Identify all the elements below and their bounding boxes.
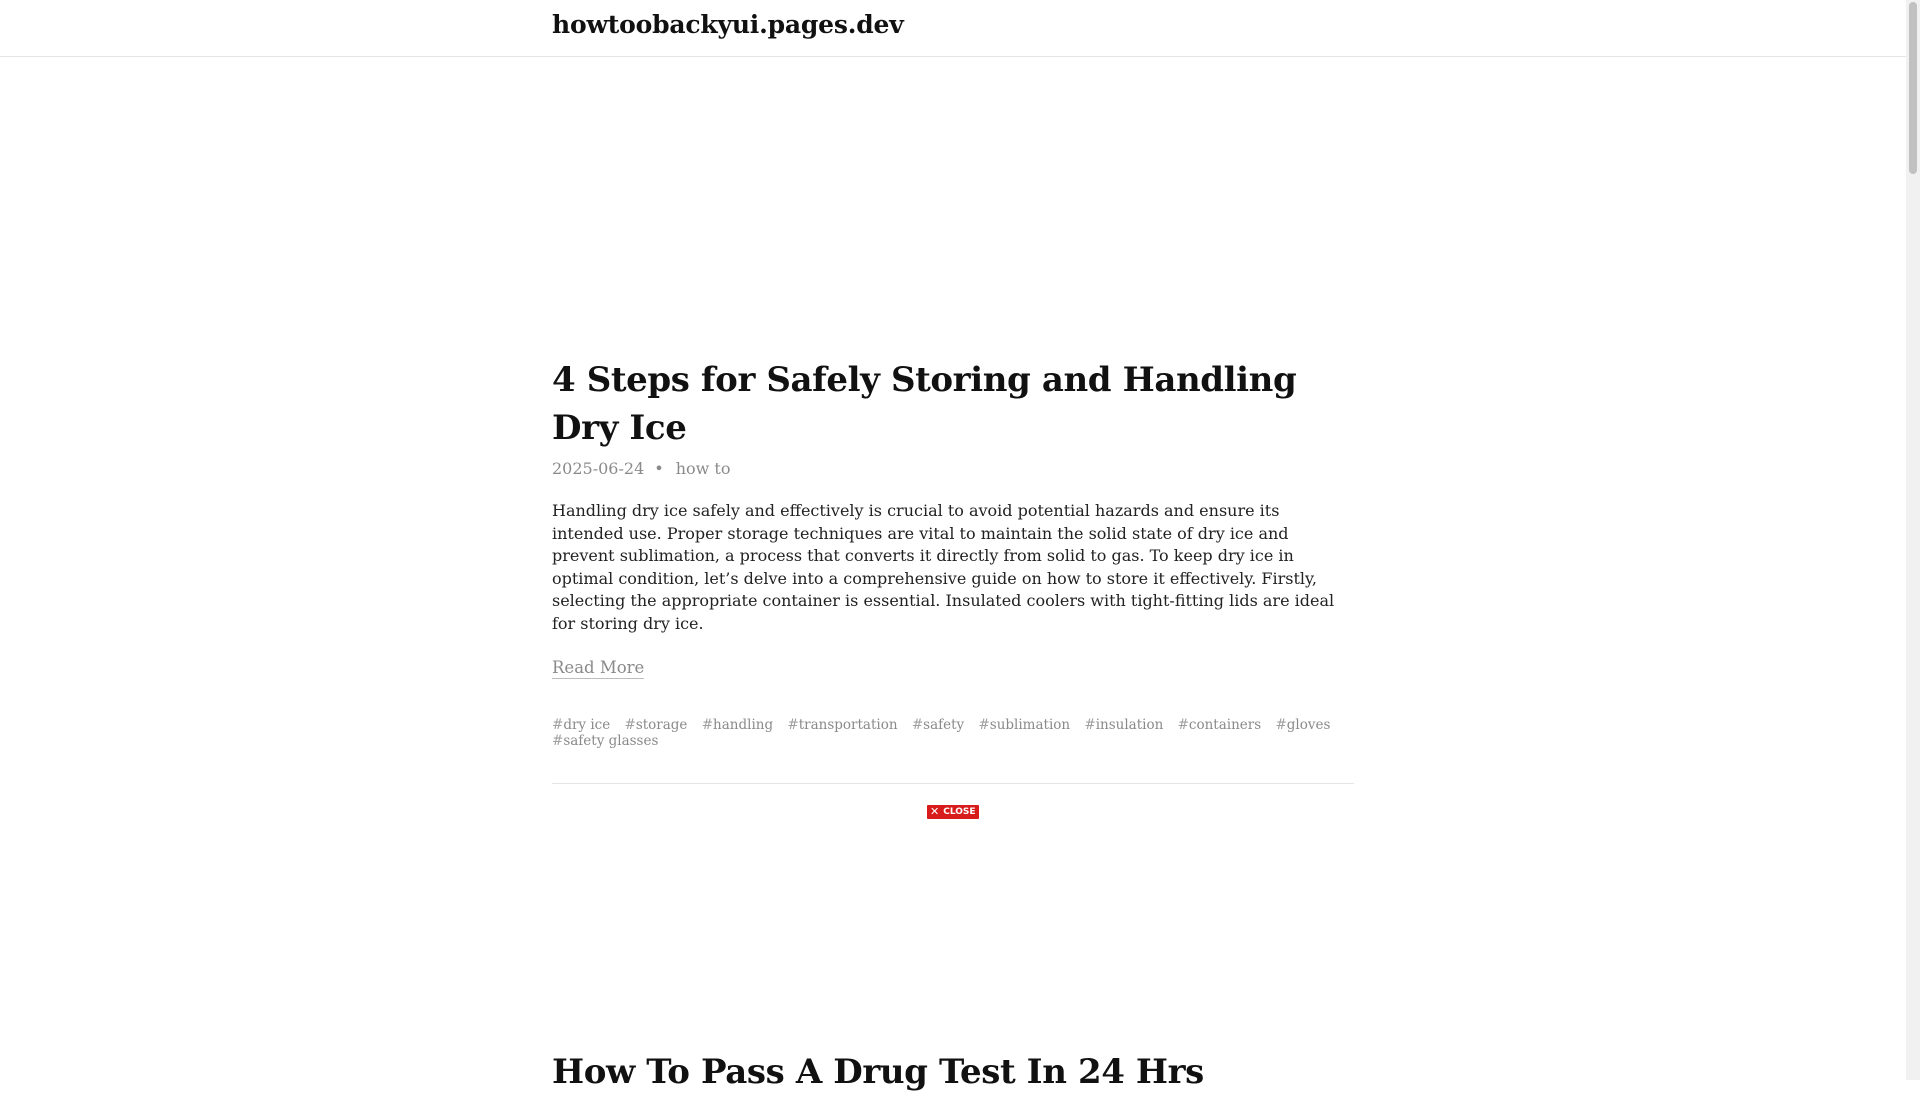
next-post-title[interactable]: How To Pass A Drug Test In 24 Hrs [552, 1052, 1204, 1092]
scrollbar-thumb[interactable] [1909, 2, 1917, 174]
vertical-scrollbar[interactable] [1906, 0, 1920, 1080]
ad-close-button[interactable] [927, 805, 979, 819]
tag-link[interactable]: #handling [701, 716, 774, 733]
site-header [0, 0, 1906, 57]
tag-link[interactable]: #dry ice [552, 716, 611, 733]
post-card [552, 356, 1354, 792]
tag-link[interactable]: #safety glasses [552, 732, 659, 749]
ad-slot-top [552, 70, 1354, 340]
tag-link[interactable]: #storage [624, 716, 688, 733]
post-date: 2025-06-24 [552, 459, 645, 478]
ad-close-label: CLOSE [943, 807, 976, 817]
tag-link[interactable]: #containers [1177, 716, 1262, 733]
close-x-icon: ✕ [930, 805, 940, 818]
meta-separator: • [654, 459, 664, 478]
site-title-link[interactable]: howtoobackyui.pages.dev [552, 10, 904, 39]
post-category-link[interactable]: how to [675, 459, 731, 478]
ad-slot-bottom [552, 730, 1354, 1030]
post-meta [552, 456, 1354, 482]
tag-link[interactable]: #gloves [1275, 716, 1331, 733]
tag-link[interactable]: #insulation [1084, 716, 1164, 733]
read-more-link[interactable]: Read More [552, 657, 645, 677]
post-summary: Handling dry ice safely and effectively is crucial to avoid potential hazards and ensure its intended use. Proper storage techniques are vital to maintain the solid state of dry ice and prevent sublimation, a process that converts it directly from solid to gas. To keep dry ice in optimal condition, let’s delve into a comprehensive guide on how to store it effectively. Firstly, selecting the appropriate container is essential. Insulated coolers with tight-fitting lids are ideal for storing dry ice. [552, 501, 1335, 633]
tag-link[interactable]: #safety [911, 716, 965, 733]
tag-link[interactable]: #transportation [787, 716, 898, 733]
tag-link[interactable]: #sublimation [978, 716, 1071, 733]
post-title[interactable]: 4 Steps for Safely Storing and Handling Dry Ice [552, 360, 1297, 448]
